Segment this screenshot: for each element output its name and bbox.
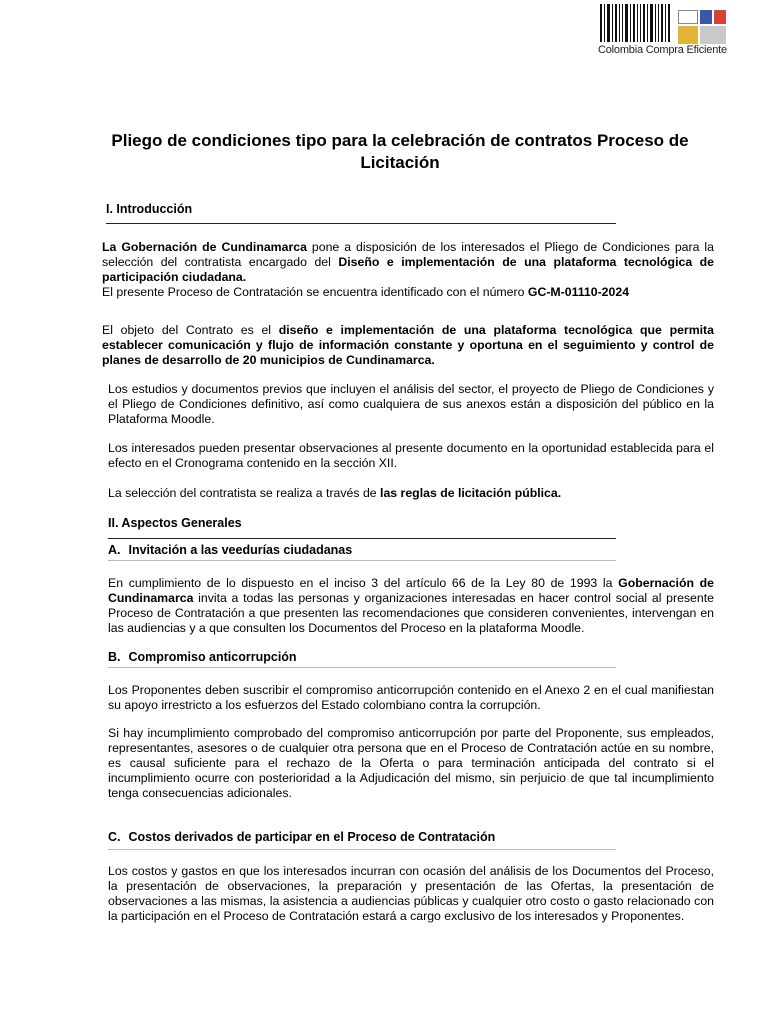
barcode-graphic [600, 4, 680, 42]
subheading-veedurias: A. Invitación a las veedurías ciudadanas [108, 543, 353, 557]
intro-paragraph-2: El objeto del Contrato es el diseño e implementación de una plataforma tecnológica que permita establecer comunicación y flujo de información constante y oportuna en el seguimiento y control de planes de desarrollo de 20 municipios de Cundinamarca. [102, 323, 714, 367]
subsection-divider [108, 849, 616, 850]
subheading-costos: C. Costos derivados de participar en el Proceso de Contratación [108, 830, 496, 844]
section-heading-aspectos-generales: II. Aspectos Generales [108, 516, 242, 530]
section-heading-introduccion: I. Introducción [106, 202, 193, 216]
logo-text: Colombia Compra Eficiente [598, 44, 727, 56]
section-divider [108, 538, 616, 539]
intro-paragraph-1: La Gobernación de Cundinamarca pone a disposición de los interesados el Pliego de Condiciones para la selección del contratista encargado del Diseño e implementación de una plataforma tecnológica de participación ciudadana. El presente Proceso de Contratación se encuentra identificado con el número GC-M-01110-2024 [102, 240, 714, 299]
subheading-anticorrupcion: B. Compromiso anticorrupción [108, 650, 297, 664]
logo-color-blocks [678, 10, 734, 44]
intro-paragraph-5: La selección del contratista se realiza a través de las reglas de licitación pública. [108, 486, 562, 500]
document-title: Pliego de condiciones tipo para la celebración de contratos Proceso de Licitación [111, 131, 689, 172]
intro-paragraph-3: Los estudios y documentos previos que incluyen el análisis del sector, el proyecto de Pliego de Condiciones y el Pliego de Condiciones definitivo, así como cualquiera de sus anexos están a disposición del público en la Plataforma Moodle. [108, 382, 714, 426]
intro-paragraph-4: Los interesados pueden presentar observaciones al presente documento en la oportunidad establecida para el efecto en el Cronograma contenido en la sección XII. [108, 441, 714, 470]
subsection-divider [108, 560, 616, 561]
section-divider [106, 223, 616, 224]
subsection-divider [108, 667, 616, 668]
veedurias-paragraph: En cumplimiento de lo dispuesto en el inciso 3 del artículo 66 de la Ley 80 de 1993 la Gobernación de Cundinamarca invita a todas las personas y organizaciones interesadas en hacer control social al presente Proceso de Contratación a que presenten las recomendaciones que consideren convenientes, intervengan en las audiencias y a que consulten los Documentos del Proceso en la plataforma Moodle. [108, 576, 714, 635]
costos-paragraph: Los costos y gastos en que los interesados incurran con ocasión del análisis de los Documentos del Proceso, la presentación de observaciones, la preparación y presentación de las Ofertas, la presentación de observaciones a las mismas, la asistencia a audiencias públicas y cualquier otro costo o gasto relacionado con la participación en el Proceso de Contratación estará a cargo exclusivo de los interesados y Proponentes. [108, 864, 714, 923]
anticorrupcion-paragraph-2: Si hay incumplimiento comprobado del compromiso anticorrupción por parte del Proponente, sus empleados, representantes, asesores o de cualquier otra persona que en el Proceso de Contratación actúe en su nombre, es causal suficiente para el rechazo de la Oferta o para terminación anticipada del contrato si el incumplimiento ocurre con posterioridad a la Adjudicación del mismo, sin perjuicio de que tal incumplimiento tenga consecuencias adicionales. [108, 726, 714, 800]
colombia-compra-eficiente-logo [598, 4, 738, 60]
anticorrupcion-paragraph-1: Los Proponentes deben suscribir el compromiso anticorrupción contenido en el Anexo 2 en el cual manifiestan su apoyo irrestricto a los esfuerzos del Estado colombiano contra la corrupción. [108, 683, 714, 712]
